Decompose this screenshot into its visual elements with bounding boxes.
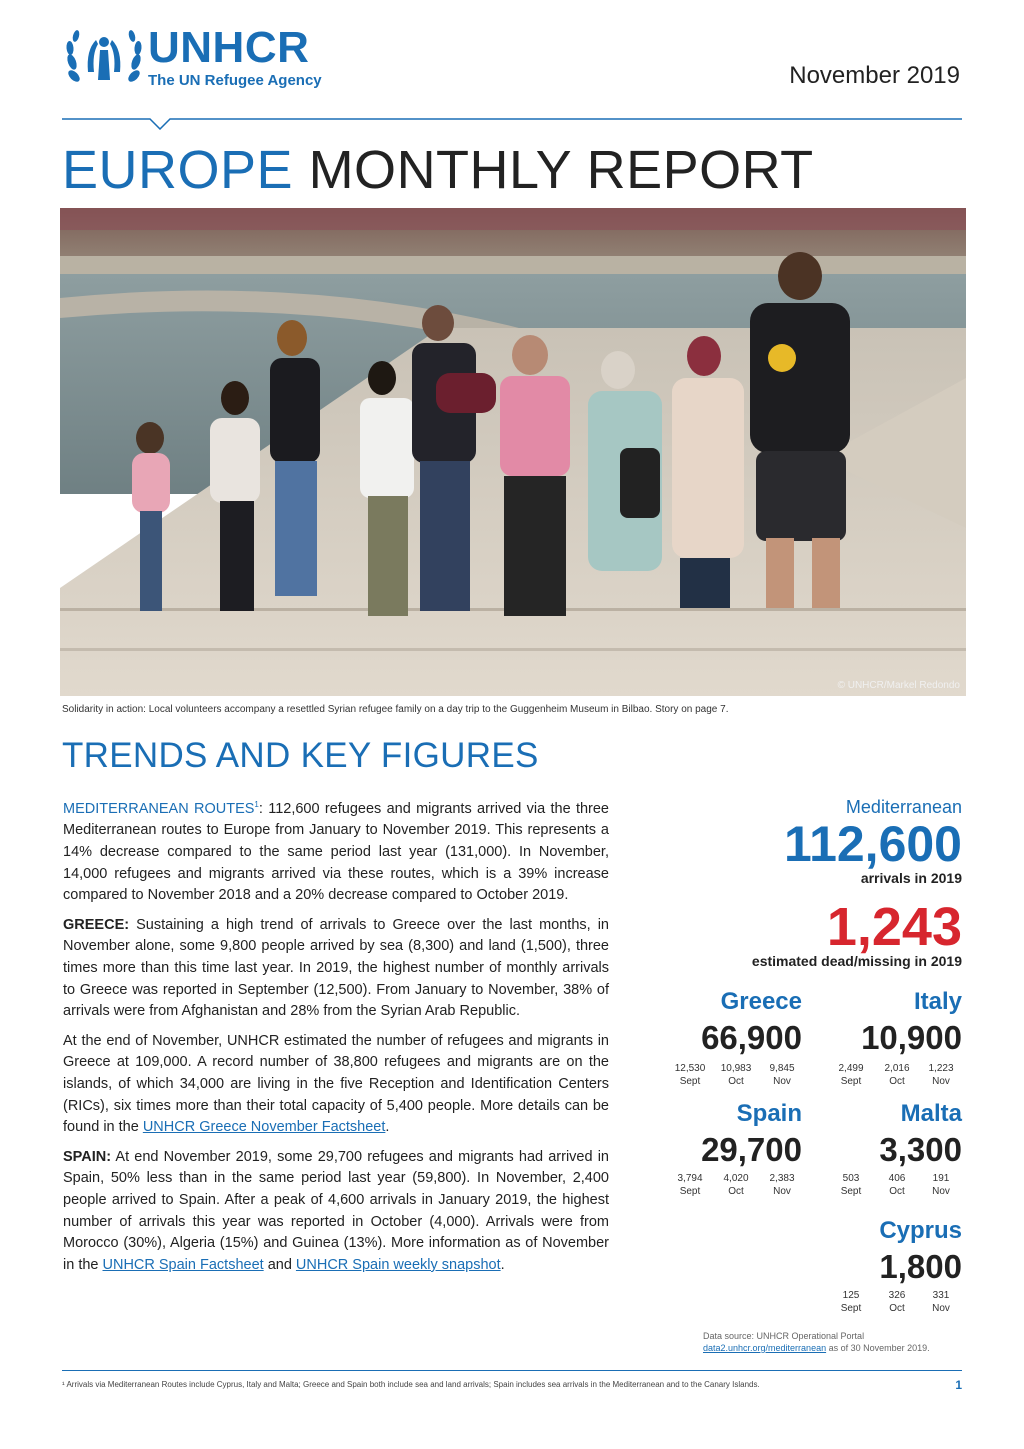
month-value: 2,499 [838, 1063, 864, 1074]
month-label: Nov [932, 1076, 950, 1087]
country-name-italy: Italy [913, 988, 962, 1015]
country-name-greece: Greece [720, 988, 802, 1015]
greece-factsheet-link[interactable]: UNHCR Greece November Factsheet [142, 1119, 386, 1136]
mediterranean-arrivals-caption: arrivals in 2019 [860, 870, 962, 886]
source-prefix: Data source: UNHCR Operational Portal [703, 1331, 865, 1341]
month-cell [916, 1289, 966, 1315]
month-value: 191 [932, 1173, 950, 1184]
month-cell [711, 1062, 761, 1088]
section-title: TRENDS AND KEY FIGURES [62, 736, 539, 775]
monthly-breakdown-italy [826, 1062, 976, 1092]
month-label: Nov [773, 1076, 791, 1087]
month-cell [916, 1172, 966, 1198]
month-cell [826, 1062, 876, 1088]
cover-photo [60, 208, 966, 696]
monthly-breakdown-greece [665, 1062, 815, 1092]
footnote: ¹ Arrivals via Mediterranean Routes include Cyprus, Italy and Malta; Greece and Spain both include sea and land arrivals; Spain includes sea arrivals in the Mediterranean and to the Canary Islands. [62, 1380, 760, 1389]
month-cell [665, 1172, 715, 1198]
paragraph-greece-islands-text: At the end of November, UNHCR estimated the number of refugees and migrants in Greece at 109,000. A record number of 38,800 refugees and migrants are on the islands, of which 34,000 are living in the five Reception and Identification Centers (RICs), six times more than their total capacity of 5,400 people. More details can be found in the [63, 1032, 609, 1136]
title-report: MONTHLY REPORT [308, 140, 814, 200]
month-label: Oct [728, 1076, 744, 1087]
month-cell [711, 1172, 761, 1198]
report-date: November 2019 [789, 62, 960, 89]
country-value-spain: 29,700 [701, 1131, 802, 1168]
country-name-malta: Malta [900, 1100, 962, 1127]
photo-credit: © UNHCR/Markel Redondo [837, 680, 960, 691]
paragraph-greece [63, 915, 609, 1023]
punctuation: . [385, 1119, 390, 1136]
footnote-ref[interactable]: 1 [254, 800, 259, 809]
spain-snapshot-link[interactable]: UNHCR Spain weekly snapshot [295, 1256, 501, 1273]
month-label: Oct [889, 1303, 905, 1314]
month-value: 326 [888, 1290, 906, 1301]
month-label: Sept [840, 1303, 862, 1314]
month-label: Oct [728, 1186, 744, 1197]
monthly-breakdown-malta [826, 1172, 976, 1202]
month-label: Sept [840, 1186, 862, 1197]
dead-missing-value: 1,243 [826, 897, 962, 957]
paragraph-greece-text: Sustaining a high trend of arrivals to Greece over the last months, in November alone, some 9,800 people arrived by sea (8,300) and land (1,500), three times more than this time last year. In 2019, the highest number of monthly arrivals to Greece was reported in September (12,500). From January to November, 38% of arrivals were from Afghanistan and 28% from the Syrian Arab Republic. [63, 916, 609, 1020]
country-value-italy: 10,900 [861, 1019, 962, 1056]
paragraph-mediterranean-text: : 112,600 refugees and migrants arrived via the three Mediterranean routes to Europe from January to November 2019. This represents a 14% decrease compared to the same period last year (131,000). In November, 14,000 refugees and migrants arrived via these routes, which is a 39% increase compared to November 2018 and a 20% decrease compared to October 2019. [63, 800, 609, 904]
operational-portal-link[interactable]: data2.unhcr.org/mediterranean [703, 1343, 827, 1353]
mediterranean-label: Mediterranean [845, 797, 962, 817]
month-value: 331 [932, 1290, 950, 1301]
month-value: 12,530 [674, 1063, 706, 1074]
page-number: 1 [955, 1378, 962, 1392]
paragraph-mediterranean [63, 794, 609, 907]
month-cell [757, 1172, 807, 1198]
source-suffix: as of 30 November 2019. [826, 1343, 930, 1353]
month-cell [916, 1062, 966, 1088]
header-divider [62, 118, 962, 130]
logo-wordmark: UNHCR [148, 23, 310, 72]
month-value: 3,794 [677, 1173, 703, 1184]
lead-greece: GREECE: [63, 916, 130, 933]
spain-factsheet-link[interactable]: UNHCR Spain Factsheet [102, 1256, 264, 1273]
country-value-greece: 66,900 [701, 1019, 802, 1056]
month-label: Nov [932, 1303, 950, 1314]
month-value: 503 [842, 1173, 860, 1184]
monthly-breakdown-cyprus [826, 1289, 976, 1319]
month-value: 2,016 [884, 1063, 910, 1074]
month-label: Oct [889, 1186, 905, 1197]
month-cell [872, 1172, 922, 1198]
photo-family-walking-icon [60, 208, 966, 696]
country-name-cyprus: Cyprus [879, 1217, 962, 1244]
mediterranean-arrivals-value: 112,600 [784, 816, 962, 872]
month-value: 10,983 [720, 1063, 752, 1074]
month-value: 125 [842, 1290, 860, 1301]
month-label: Sept [679, 1076, 701, 1087]
month-label: Sept [840, 1076, 862, 1087]
title-region: EUROPE [62, 140, 294, 200]
month-value: 4,020 [723, 1173, 749, 1184]
month-value: 9,845 [769, 1063, 795, 1074]
month-cell [872, 1289, 922, 1315]
conjunction: and [263, 1256, 296, 1273]
punctuation: . [500, 1256, 505, 1273]
month-cell [872, 1062, 922, 1088]
month-cell [826, 1289, 876, 1315]
country-name-spain: Spain [736, 1100, 802, 1127]
monthly-breakdown-spain [665, 1172, 815, 1202]
month-value: 2,383 [769, 1173, 795, 1184]
month-label: Nov [932, 1186, 950, 1197]
month-cell [665, 1062, 715, 1088]
month-value: 406 [888, 1173, 906, 1184]
country-value-cyprus: 1,800 [879, 1248, 962, 1285]
month-label: Nov [773, 1186, 791, 1197]
month-value: 1,223 [928, 1063, 954, 1074]
body-text [63, 794, 609, 1284]
month-label: Oct [889, 1076, 905, 1087]
page-title [62, 138, 814, 202]
logo-tagline: The UN Refugee Agency [148, 72, 322, 89]
lead-spain: SPAIN: [63, 1148, 112, 1165]
month-cell [757, 1062, 807, 1088]
data-source-note [703, 1330, 963, 1354]
paragraph-spain-text: At end November 2019, some 29,700 refugees and migrants had arrived in Spain, 50% less than in the same period last year (59,800). In November, 2,400 people arrived to Spain. After a peak of 4,600 arrivals in January 2019, the highest number of arrivals this year was reported in October (4,000). Arrivals were from Morocco (30%), Algeria (15%) and Guinea (13%). More information as of November in the [63, 1148, 609, 1273]
lead-mediterranean-routes: MEDITERRANEAN ROUTES [63, 800, 255, 817]
dead-missing-caption: estimated dead/missing in 2019 [751, 953, 962, 969]
laurel-emblem-icon [62, 22, 146, 92]
month-cell [826, 1172, 876, 1198]
footer-divider [62, 1370, 962, 1371]
paragraph-spain [63, 1147, 609, 1277]
photo-caption: Solidarity in action: Local volunteers accompany a resettled Syrian refugee family on a day trip to the Guggenheim Museum in Bilbao. Story on page 7. [62, 704, 729, 715]
month-label: Sept [679, 1186, 701, 1197]
paragraph-greece-islands [63, 1031, 609, 1139]
country-value-malta: 3,300 [879, 1131, 962, 1168]
